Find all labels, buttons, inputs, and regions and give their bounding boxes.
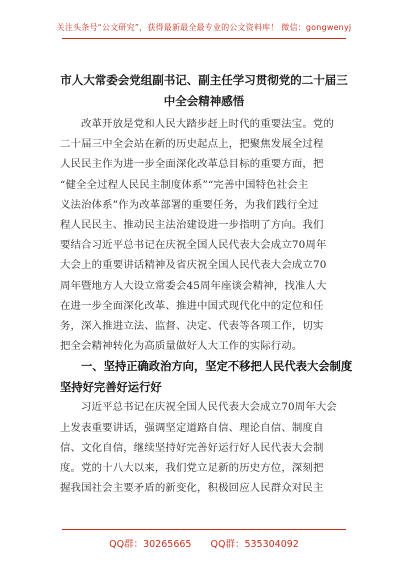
paragraph-line: 握我国社会主要矛盾的新变化，积极回应人民群众对民主 <box>60 482 324 495</box>
paragraph-line: 信、文化自信，继续坚持好完善好运行好人民代表大会制 <box>60 441 324 454</box>
paragraph-line: 程人民民主、推动民主法治建设进一步指明了方向。我们 <box>60 219 324 232</box>
paragraph-line: 大会上的重要讲话精神及省庆祝全国人民代表大会成立70 <box>60 259 327 272</box>
section-heading-line-1: 一、坚持正确政治方向，坚定不移把人民代表大会制度 <box>81 359 353 374</box>
paragraph-line: 在进一步全面深化改革、推进中国式现代化中的定位和任 <box>60 299 324 312</box>
section-heading-line-2: 坚持好完善好运行好 <box>60 379 162 394</box>
paragraph-line: 度。党的十八大以来，我们党立足新的历史方位，深刻把 <box>60 462 324 475</box>
paragraph-intro <box>60 114 350 356</box>
document-title <box>40 70 368 112</box>
title-line-2: 中全会精神感悟 <box>163 94 245 108</box>
paragraph-line: 周年暨地方人大设立常委会45周年座谈会精神，找准人大 <box>60 279 327 292</box>
section-heading-1 <box>60 356 353 397</box>
paragraph-line: 把全会精神转化为高质量做好人大工作的实际行动。 <box>60 340 303 353</box>
paragraph-line: 二十届三中全会站在新的历史起点上，把聚焦发展全过程 <box>60 138 324 151</box>
document-body <box>60 114 353 498</box>
footer <box>0 536 408 550</box>
paragraph-line: 务，深入推进立法、监督、决定、代表等各项工作，切实 <box>60 320 324 333</box>
paragraph-line: 人民民主作为进一步全面深化改革总目标的重要方面，把 <box>60 158 324 171</box>
header-banner: 关注头条号“公文研究”，获得最新最全最专业的公文资料库！ 微信：gongwenyj <box>56 23 352 32</box>
paragraph-line: “健全全过程人民民主制度体系”“完善中国特色社会主 <box>60 178 309 191</box>
footer-qq-group-1: QQ群：30265665 <box>109 539 192 550</box>
paragraph-line: 义法治体系”作为改革部署的重要任务，为我们践行全过 <box>60 198 319 211</box>
paragraph-section-1 <box>60 397 350 498</box>
footer-divider <box>62 529 346 530</box>
footer-qq-group-2: QQ群：535304092 <box>210 539 299 550</box>
header-divider <box>62 38 346 39</box>
paragraph-line: 习近平总书记在庆祝全国人民代表大会成立70周年大会 <box>81 401 337 414</box>
paragraph-line: 改革开放是党和人民大踏步赶上时代的重要法宝。党的 <box>81 118 334 130</box>
paragraph-line: 上发表重要讲话，强调坚定道路自信、理论自信、制度自 <box>60 421 324 434</box>
paragraph-line: 要结合习近平总书记在庆祝全国人民代表大会成立70周年 <box>60 239 327 252</box>
title-line-1: 市人大常委会党组副书记、副主任学习贯彻党的二十届三 <box>60 73 348 87</box>
